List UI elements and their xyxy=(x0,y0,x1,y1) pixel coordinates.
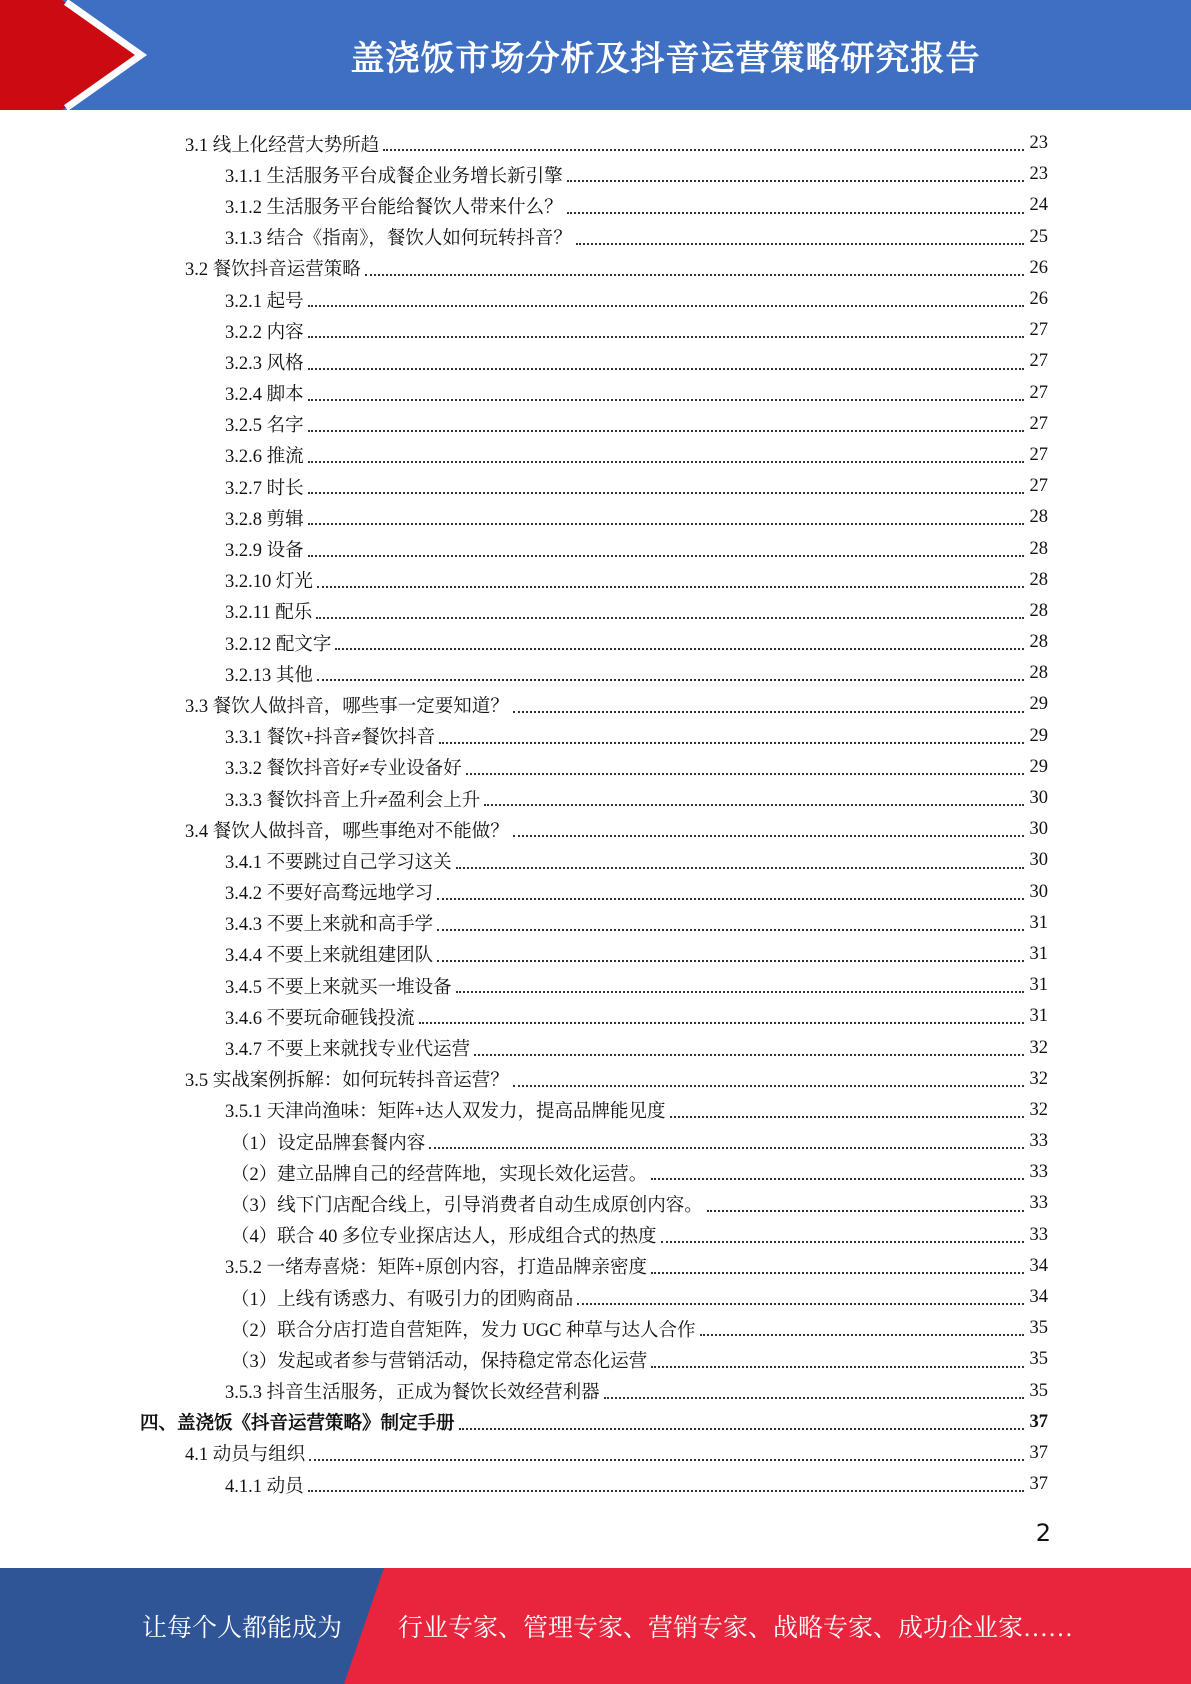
toc-entry-page: 28 xyxy=(1029,507,1048,528)
toc-entry[interactable] xyxy=(140,908,1048,939)
toc-entry-title: 3.2.4 脚本 xyxy=(225,385,304,406)
toc-entry-page: 28 xyxy=(1029,600,1048,621)
toc-entry[interactable] xyxy=(140,253,1048,284)
toc-dot-leader xyxy=(317,678,1024,681)
toc-entry[interactable] xyxy=(140,440,1048,471)
toc-dot-leader xyxy=(308,429,1024,432)
toc-entry-title: 3.2.7 时长 xyxy=(225,478,304,499)
toc-dot-leader xyxy=(308,335,1024,338)
toc-entry[interactable] xyxy=(140,471,1048,502)
toc-entry-title: 3.5.1 天津尚渔味：矩阵+达人双发力，提高品牌能见度 xyxy=(225,1102,666,1123)
toc-entry[interactable] xyxy=(140,222,1048,253)
toc-entry-title: （1）上线有诱惑力、有吸引力的团购商品 xyxy=(231,1289,574,1310)
toc-entry-page: 32 xyxy=(1029,1099,1048,1120)
toc-entry-title: 3.3 餐饮人做抖音，哪些事一定要知道？ xyxy=(185,696,509,717)
page-number: 2 xyxy=(1035,1519,1051,1547)
toc-dot-leader xyxy=(513,1084,1024,1087)
toc-entry-page: 30 xyxy=(1029,850,1048,871)
toc-entry[interactable] xyxy=(140,315,1048,346)
toc-entry-title: （3）线下门店配合线上，引导消费者自动生成原创内容。 xyxy=(231,1195,703,1216)
toc-entry-title: （4）联合 40 多位专业探店达人，形成组合式的热度 xyxy=(231,1227,657,1248)
toc-entry[interactable] xyxy=(140,190,1048,221)
toc-entry-page: 32 xyxy=(1029,1068,1048,1089)
toc-entry-page: 29 xyxy=(1029,756,1048,777)
toc-entry[interactable] xyxy=(140,1344,1048,1375)
toc-dot-leader xyxy=(437,897,1024,900)
toc-entry-title: 3.2.6 推流 xyxy=(225,447,304,468)
toc-entry-page: 29 xyxy=(1029,725,1048,746)
toc-entry-title: 3.2.10 灯光 xyxy=(225,572,313,593)
toc-entry-title: 3.4.3 不要上来就和高手学 xyxy=(225,915,434,936)
toc-entry[interactable] xyxy=(140,1282,1048,1313)
toc-dot-leader xyxy=(456,990,1024,993)
toc-entry-title: 3.2.11 配乐 xyxy=(225,603,313,624)
toc-entry-title: 4.1 动员与组织 xyxy=(185,1445,306,1466)
toc-entry-page: 28 xyxy=(1029,632,1048,653)
toc-entry-page: 23 xyxy=(1029,133,1048,154)
toc-entry[interactable] xyxy=(140,502,1048,533)
toc-entry-page: 31 xyxy=(1029,1006,1048,1027)
page-header xyxy=(0,0,1191,110)
toc-entry-page: 33 xyxy=(1029,1193,1048,1214)
toc-dot-leader xyxy=(700,1333,1024,1336)
toc-entry[interactable] xyxy=(140,1376,1048,1407)
toc-dot-leader xyxy=(661,1240,1024,1243)
toc-entry[interactable] xyxy=(140,1032,1048,1063)
toc-entry-title: 3.5 实战案例拆解：如何玩转抖音运营？ xyxy=(185,1071,509,1092)
toc-entry[interactable] xyxy=(140,1469,1048,1500)
toc-entry-title: 3.1 线上化经营大势所趋 xyxy=(185,135,380,156)
toc-entry-page: 34 xyxy=(1029,1255,1048,1276)
toc-entry[interactable] xyxy=(140,1157,1048,1188)
toc-entry-page: 26 xyxy=(1029,257,1048,278)
toc-entry[interactable] xyxy=(140,409,1048,440)
toc-entry[interactable] xyxy=(140,1188,1048,1219)
toc-entry-title: 3.4.2 不要好高骛远地学习 xyxy=(225,884,434,905)
toc-dot-leader xyxy=(651,1271,1024,1274)
toc-dot-leader xyxy=(308,460,1024,463)
toc-entry-page: 29 xyxy=(1029,694,1048,715)
toc-entry-title: 3.4.7 不要上来就找专业代运营 xyxy=(225,1040,471,1061)
toc-dot-leader xyxy=(651,1365,1024,1368)
toc-entry-title: 4.1.1 动员 xyxy=(225,1476,304,1497)
toc-entry-page: 30 xyxy=(1029,881,1048,902)
toc-entry[interactable] xyxy=(140,689,1048,720)
toc-entry[interactable] xyxy=(140,533,1048,564)
toc-dot-leader xyxy=(707,1209,1024,1212)
toc-entry[interactable] xyxy=(140,378,1048,409)
toc-entry-title: 3.2.9 设备 xyxy=(225,541,304,562)
toc-entry-page: 31 xyxy=(1029,912,1048,933)
toc-entry[interactable] xyxy=(140,1407,1048,1438)
toc-entry[interactable] xyxy=(140,1126,1048,1157)
toc-entry-title: 四、盖浇饭《抖音运营策略》制定手册 xyxy=(140,1414,455,1435)
toc-entry-page: 28 xyxy=(1029,569,1048,590)
toc-entry-title: 3.2.3 风格 xyxy=(225,353,304,374)
toc-entry-page: 35 xyxy=(1029,1349,1048,1370)
toc-entry[interactable] xyxy=(140,845,1048,876)
toc-entry-page: 27 xyxy=(1029,444,1048,465)
toc-entry-title: 3.2.2 内容 xyxy=(225,322,304,343)
toc-entry-page: 27 xyxy=(1029,382,1048,403)
toc-dot-leader xyxy=(308,367,1024,370)
toc-dot-leader xyxy=(604,1396,1024,1399)
toc-entry-page: 24 xyxy=(1029,195,1048,216)
toc-entry-page: 35 xyxy=(1029,1318,1048,1339)
toc-entry-title: （1）设定品牌套餐内容 xyxy=(231,1133,426,1154)
toc-entry-title: 3.4.6 不要玩命砸钱投流 xyxy=(225,1008,415,1029)
toc-entry-page: 37 xyxy=(1029,1411,1048,1432)
toc-entry-page: 28 xyxy=(1029,663,1048,684)
header-red-arrow xyxy=(0,0,150,110)
table-of-contents xyxy=(140,128,1048,1500)
toc-entry-page: 30 xyxy=(1029,788,1048,809)
toc-entry-title: 3.4.4 不要上来就组建团队 xyxy=(225,946,434,967)
toc-entry-page: 26 xyxy=(1029,289,1048,310)
toc-entry-page: 25 xyxy=(1029,226,1048,247)
toc-entry-title: 3.2.8 剪辑 xyxy=(225,509,304,530)
toc-entry[interactable] xyxy=(140,1095,1048,1126)
footer-slogan-right: 行业专家、管理专家、营销专家、战略专家、成功企业家…… xyxy=(398,1615,1074,1642)
toc-entry-page: 33 xyxy=(1029,1162,1048,1183)
toc-entry-page: 37 xyxy=(1029,1474,1048,1495)
toc-entry-title: （2）建立品牌自己的经营阵地，实现长效化运营。 xyxy=(231,1164,648,1185)
toc-entry-title: 3.3.2 餐饮抖音好≠专业设备好 xyxy=(225,759,462,780)
toc-dot-leader xyxy=(383,148,1024,151)
toc-entry-title: 3.5.2 一绪寿喜烧：矩阵+原创内容，打造品牌亲密度 xyxy=(225,1258,648,1279)
toc-entry[interactable] xyxy=(140,939,1048,970)
toc-entry-title: 3.5.3 抖音生活服务，正成为餐饮长效经营利器 xyxy=(225,1383,600,1404)
toc-dot-leader xyxy=(335,647,1024,650)
toc-entry[interactable] xyxy=(140,814,1048,845)
toc-dot-leader xyxy=(513,834,1024,837)
toc-entry-page: 23 xyxy=(1029,164,1048,185)
toc-entry-title: 3.2.12 配文字 xyxy=(225,634,332,655)
toc-entry[interactable] xyxy=(140,565,1048,596)
toc-dot-leader xyxy=(651,1177,1024,1180)
toc-entry[interactable] xyxy=(140,1251,1048,1282)
toc-entry-title: 3.2.5 名字 xyxy=(225,416,304,437)
toc-entry[interactable] xyxy=(140,627,1048,658)
page-footer xyxy=(0,1568,1191,1684)
toc-entry[interactable] xyxy=(140,159,1048,190)
toc-dot-leader xyxy=(437,959,1024,962)
toc-entry[interactable] xyxy=(140,1001,1048,1032)
toc-entry-page: 27 xyxy=(1029,476,1048,497)
toc-dot-leader xyxy=(474,1053,1024,1056)
toc-entry-title: 3.3.3 餐饮抖音上升≠盈利会上升 xyxy=(225,790,481,811)
toc-entry[interactable] xyxy=(140,970,1048,1001)
toc-entry[interactable] xyxy=(140,1064,1048,1095)
toc-entry[interactable] xyxy=(140,1438,1048,1469)
toc-dot-leader xyxy=(456,866,1024,869)
toc-dot-leader xyxy=(365,273,1024,276)
toc-dot-leader xyxy=(439,741,1024,744)
report-title: 盖浇饭市场分析及抖音运营策略研究报告 xyxy=(350,38,981,79)
toc-entry[interactable] xyxy=(140,658,1048,689)
toc-dot-leader xyxy=(429,1146,1024,1149)
toc-entry-page: 27 xyxy=(1029,413,1048,434)
toc-entry[interactable] xyxy=(140,596,1048,627)
toc-entry-page: 37 xyxy=(1029,1442,1048,1463)
toc-entry[interactable] xyxy=(140,1313,1048,1344)
toc-dot-leader xyxy=(309,1458,1024,1461)
toc-dot-leader xyxy=(308,554,1024,557)
toc-entry-title: 3.1.1 生活服务平台成餐企业务增长新引擎 xyxy=(225,166,563,187)
toc-entry-title: 3.2.1 起号 xyxy=(225,291,304,312)
toc-entry[interactable] xyxy=(140,752,1048,783)
toc-entry-title: （3）发起或者参与营销活动，保持稳定常态化运营 xyxy=(231,1351,648,1372)
footer-slogan-left: 让每个人都能成为 xyxy=(142,1615,343,1642)
toc-dot-leader xyxy=(567,211,1024,214)
toc-dot-leader xyxy=(459,1427,1024,1430)
toc-dot-leader xyxy=(567,179,1024,182)
toc-entry[interactable] xyxy=(140,284,1048,315)
toc-dot-leader xyxy=(308,522,1024,525)
toc-entry-title: （2）联合分店打造自营矩阵，发力 UGC 种草与达人合作 xyxy=(231,1320,696,1341)
toc-entry-title: 3.4.1 不要跳过自己学习这关 xyxy=(225,852,452,873)
toc-dot-leader xyxy=(317,585,1024,588)
toc-entry-page: 28 xyxy=(1029,538,1048,559)
toc-entry-title: 3.4.5 不要上来就买一堆设备 xyxy=(225,977,452,998)
toc-dot-leader xyxy=(437,928,1024,931)
toc-entry-title: 3.4 餐饮人做抖音，哪些事绝对不能做？ xyxy=(185,821,509,842)
toc-dot-leader xyxy=(577,1302,1024,1305)
toc-entry-page: 31 xyxy=(1029,975,1048,996)
toc-entry-page: 34 xyxy=(1029,1287,1048,1308)
toc-dot-leader xyxy=(308,304,1024,307)
toc-entry[interactable] xyxy=(140,721,1048,752)
toc-entry-title: 3.2 餐饮抖音运营策略 xyxy=(185,260,361,281)
toc-entry-page: 30 xyxy=(1029,819,1048,840)
toc-entry-page: 35 xyxy=(1029,1380,1048,1401)
toc-dot-leader xyxy=(316,616,1024,619)
toc-entry[interactable] xyxy=(140,346,1048,377)
toc-dot-leader xyxy=(484,803,1024,806)
toc-entry-page: 27 xyxy=(1029,351,1048,372)
toc-dot-leader xyxy=(308,491,1024,494)
toc-entry-page: 33 xyxy=(1029,1224,1048,1245)
toc-entry-page: 31 xyxy=(1029,943,1048,964)
toc-dot-leader xyxy=(308,398,1024,401)
toc-dot-leader xyxy=(513,710,1024,713)
toc-entry-page: 27 xyxy=(1029,320,1048,341)
toc-dot-leader xyxy=(466,772,1024,775)
toc-dot-leader xyxy=(308,1489,1024,1492)
toc-entry[interactable] xyxy=(140,128,1048,159)
toc-entry-title: 3.1.3 结合《指南》，餐饮人如何玩转抖音？ xyxy=(225,229,572,250)
toc-entry[interactable] xyxy=(140,1220,1048,1251)
toc-dot-leader xyxy=(670,1115,1024,1118)
toc-entry-title: 3.1.2 生活服务平台能给餐饮人带来什么？ xyxy=(225,197,563,218)
toc-entry[interactable] xyxy=(140,783,1048,814)
toc-entry[interactable] xyxy=(140,877,1048,908)
toc-dot-leader xyxy=(576,242,1024,245)
toc-entry-title: 3.2.13 其他 xyxy=(225,665,313,686)
toc-dot-leader xyxy=(419,1021,1024,1024)
toc-entry-title: 3.3.1 餐饮+抖音≠餐饮抖音 xyxy=(225,728,436,749)
toc-entry-page: 33 xyxy=(1029,1131,1048,1152)
toc-entry-page: 32 xyxy=(1029,1037,1048,1058)
